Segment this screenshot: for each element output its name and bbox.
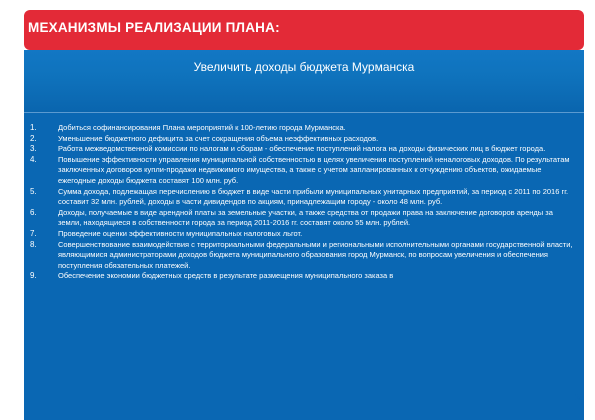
item-text: Уменьшение бюджетного дефицита за счет сокращения объема неэффективных расходов. — [58, 133, 379, 143]
item-text: Совершенствование взаимодействия с территориальными федеральными и региональными исполнительными органами государственной власти, являющимися администраторами доходов бюджета муниципального образования город Мурманск, по вопросам увеличения и обеспечения поступления обязательных платежей. — [58, 239, 573, 270]
item-text: Добиться софинансирования Плана мероприятий к 100-летию города Мурманска. — [58, 123, 346, 132]
item-number: 7. — [30, 228, 37, 238]
title-bar — [24, 10, 584, 50]
list-item — [30, 123, 578, 134]
item-text: Сумма дохода, подлежащая перечислению в бюджет в виде части прибыли муниципальных унитарных предприятий, за период с 2011 по 2016 гг. составит 32 млн. рублей, доходы в части дивидендов по акциям, принадлежащим городу - около 48 млн. руб. — [58, 186, 569, 207]
list-item — [30, 187, 578, 208]
subtitle-box — [24, 50, 584, 113]
page-title: МЕХАНИЗМЫ РЕАЛИЗАЦИИ ПЛАНА: — [28, 20, 280, 35]
item-text: Проведение оценки эффективности муниципальных налоговых льгот. — [58, 228, 303, 238]
item-number: 6. — [30, 207, 37, 217]
item-number: 5. — [30, 186, 37, 196]
item-text: Доходы, получаемые в виде арендной платы за земельные участки, а также средства от продажи права на заключение договоров аренды за земли, находящиеся в собственности города за период 2011-2016 гг. составят около 55 млн. рублей. — [58, 207, 553, 228]
item-number: 4. — [30, 154, 37, 164]
page-number: 15 — [574, 393, 583, 402]
item-text: Работа межведомственной комиссии по налогам и сборам - обеспечение поступлений налога на доходы физических лиц в бюджет города. — [58, 144, 546, 154]
item-text: Обеспечение экономии бюджетных средств в результате размещения муниципального заказа в — [58, 271, 394, 281]
item-number: 2. — [30, 133, 37, 143]
item-number: 9. — [30, 271, 37, 281]
list-item — [30, 208, 578, 229]
content-panel — [24, 50, 584, 420]
subtitle: Увеличить доходы бюджета Мурманска — [193, 60, 415, 74]
item-number: 1. — [30, 123, 37, 132]
item-text: Повышение эффективности управления муниципальной собственностью в целях увеличения поступлений неналоговых доходов. По результатам заключенных договоров купли-продажи недвижимого имущества, а также с учетом запланированных к отчуждению объектов, ожидаемые ежегодные доходы бюджета составят 100 млн. руб. — [58, 154, 570, 185]
list-item — [30, 271, 578, 282]
list-item — [30, 240, 578, 272]
list-item — [30, 134, 578, 145]
item-number: 3. — [30, 144, 37, 154]
list-item — [30, 229, 578, 240]
item-number: 8. — [30, 239, 37, 249]
list-item — [30, 144, 578, 155]
list-item — [30, 155, 578, 187]
mechanisms-list — [30, 123, 578, 282]
